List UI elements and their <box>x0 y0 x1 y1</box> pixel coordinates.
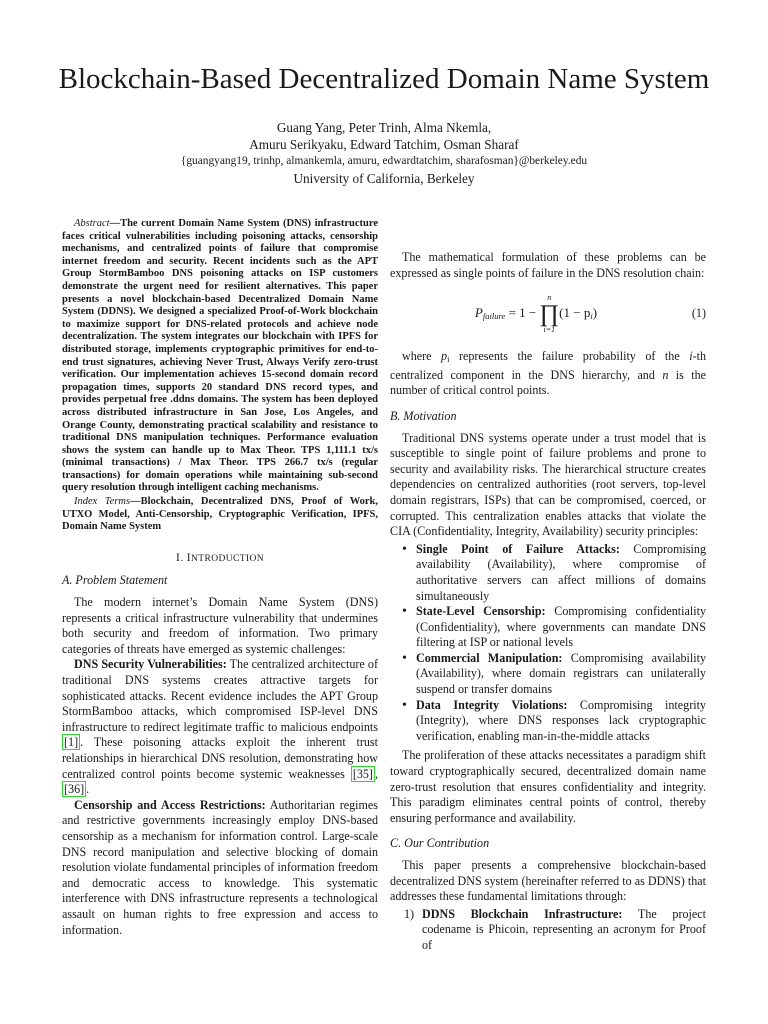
author-block <box>0 119 768 187</box>
list-item: 1) DDNS Blockchain Infrastructure: The project codename is Phicoin, representing an acronym for Proof of <box>404 906 706 952</box>
dns-vulnerabilities-label: DNS Security Vulnerabilities: <box>74 657 227 672</box>
left-column <box>62 218 378 938</box>
censorship-label: Censorship and Access Restrictions: <box>74 797 266 812</box>
contribution-list <box>390 907 706 954</box>
index-terms-label: Index Terms <box>74 496 131 508</box>
list-item: • Data Integrity Violations: Compromising integrity (Integrity), where DNS responses lack cryptographic verification, enabling man-in-the-middle attacks <box>390 698 706 745</box>
list-item: • Single Point of Failure Attacks: Compromising availability (Availability), where compromise of authoritative servers can affect millions of domains simultaneously <box>390 542 706 604</box>
index-terms-text: —Blockchain, Decentralized DNS, Proof of Work, UTXO Model, Anti-Censorship, Cryptographic Verification, IPFS, Domain Name System <box>62 496 378 533</box>
failure-probability-formula: $P_{failure} = 1$ − n ∏ i=1 $(1 - p_i)$ <box>474 293 598 335</box>
subsection-our-contribution: C. Our Contribution <box>390 836 490 851</box>
list-item: • State-Level Censorship: Compromising confidentiality (Confidentiality), where governments can mandate DNS filtering at ISP or national levels <box>390 604 706 651</box>
list-item: • Commercial Manipulation: Compromising availability (Availability), where domain registrars can unilaterally suspend or transfer domains <box>390 651 706 698</box>
abstract-label: Abstract <box>74 218 110 229</box>
equation-number: (1) <box>691 306 706 321</box>
equation-1 <box>390 291 706 337</box>
citation-link-35[interactable]: [35] <box>352 766 373 781</box>
paper-title: Blockchain-Based Decentralized Domain Name System <box>58 63 710 95</box>
section-heading-introduction: I. INTRODUCTION <box>175 551 265 564</box>
abstract <box>62 218 378 495</box>
motivation-paragraph: Traditional DNS systems operate under a trust model that is susceptible to single point of failure problems and prone to security and availability risks. The hierarchical structure creates dependencies on centralized authorities (root servers, top-level domain registrars, ISPs) that can be compromised, coerced, or corrupted. This centralization enables attacks that violate the CIA (Confidentiality, Integrity, Availability) security principles: <box>390 430 706 539</box>
affiliation: University of California, Berkeley <box>293 171 475 186</box>
math-intro-paragraph: The mathematical formulation of these problems can be expressed as single points of failure in the DNS resolution chain: <box>390 250 706 280</box>
index-terms <box>62 496 378 534</box>
contribution-paragraph: This paper presents a comprehensive blockchain-based decentralized DNS system (hereinafter referred to as DDNS) that addresses these fundamental limitations through: <box>390 858 706 904</box>
where-paragraph: where $p_i$ represents the failure probability of the i-th centralized component in the DNS hierarchy, and n is the number of critical control points. <box>390 349 706 398</box>
citation-link-1[interactable]: [1] <box>64 735 79 750</box>
censorship-paragraph: Censorship and Access Restrictions: Authoritarian regimes and restrictive governments increasingly employ DNS-based censorship as a mechanism for information control. Large-scale DNS record manipulation and selective blocking of domain resolution violate fundamental principles of information freedom and democratic access to knowledge. This systematic interference with DNS infrastructure represents a technological assault on human rights to free expression and access to information. <box>62 797 378 937</box>
author-line-2: Amuru Serikyaku, Edward Tatchim, Osman Sharaf <box>249 137 519 152</box>
author-emails: {guangyang19, trinhp, almankemla, amuru, edwardtatchim, sharafosman}@berkeley.edu <box>180 155 588 167</box>
attack-list <box>390 542 706 745</box>
product-operator: n ∏ i=1 <box>539 293 560 335</box>
right-column-body <box>390 250 706 954</box>
proliferation-paragraph: The proliferation of these attacks necessitates a paradigm shift toward cryptographically secured, decentralized domain name zero-trust resolution that ensures confidentiality and integrity. This paradigm eliminates central points of control, thereby ensuring performance and availability. <box>390 748 706 825</box>
author-line-1: Guang Yang, Peter Trinh, Alma Nkemla, <box>276 120 492 135</box>
citation-link-36[interactable]: [36] <box>64 782 85 797</box>
abstract-text: —The current Domain Name System (DNS) infrastructure faces critical vulnerabilities including poisoning attacks, censorship mechanisms, and centralized points of failure that compromise internet freedom and security. Recent incidents such as the APT Group StormBamboo DNS poisoning attacks on ISP customers demonstrate the urgent need for resilient alternatives. This paper presents a novel blockchain-based Decentralized Domain Name System (DDNS). We designed a specialized Proof-of-Work blockchain to maximize support for DNS-related protocols and achieve node decentralization. The system integrates our blockchain with IPFS for distributed storage, implements cryptographic primitives for end-to-end trust signatures, achieving Never Trust, Always Verify zero-trust verification. Our implementation achieves 15-second domain record propagation times, supports 20 standard DNS record types, and provides perpetual free .ddns domains. The system has been deployed across distributed infrastructure in San Jose, Los Angeles, and Orange County, demonstrating practical scalability and resistance to traditional DNS manipulation techniques. Performance evaluation shows the system can handle up to Max Theor. TPS 1,111.1 tx/s (minimal transactions) / Max Theor. TPS 266.7 tx/s (regular transactions) for domain operations while maintaining sub-second query resolution through intelligent caching mechanisms. <box>62 218 378 494</box>
dns-vulnerabilities-paragraph: DNS Security Vulnerabilities: The centralized architecture of traditional DNS systems creates attractive targets for sophisticated attacks. Recent evidence includes the APT Group StormBamboo attacks, which compromised ISP-level DNS infrastructure to redirect legitimate traffic to malicious endpoints [1] . These poisoning attacks exploit the inherent trust relationships in hierarchical DNS resolution, demonstrating how centralized control points become systemic weaknesses [35] , [36] . <box>62 657 378 797</box>
subsection-motivation: B. Motivation <box>390 408 457 423</box>
subsection-problem-statement: A. Problem Statement <box>62 573 168 588</box>
intro-paragraph: The modern internet’s Domain Name System (DNS) represents a critical infrastructure vulnerability that undermines both security and freedom of information. Two primary categories of threats have emerged as systemic challenges: <box>62 595 378 656</box>
